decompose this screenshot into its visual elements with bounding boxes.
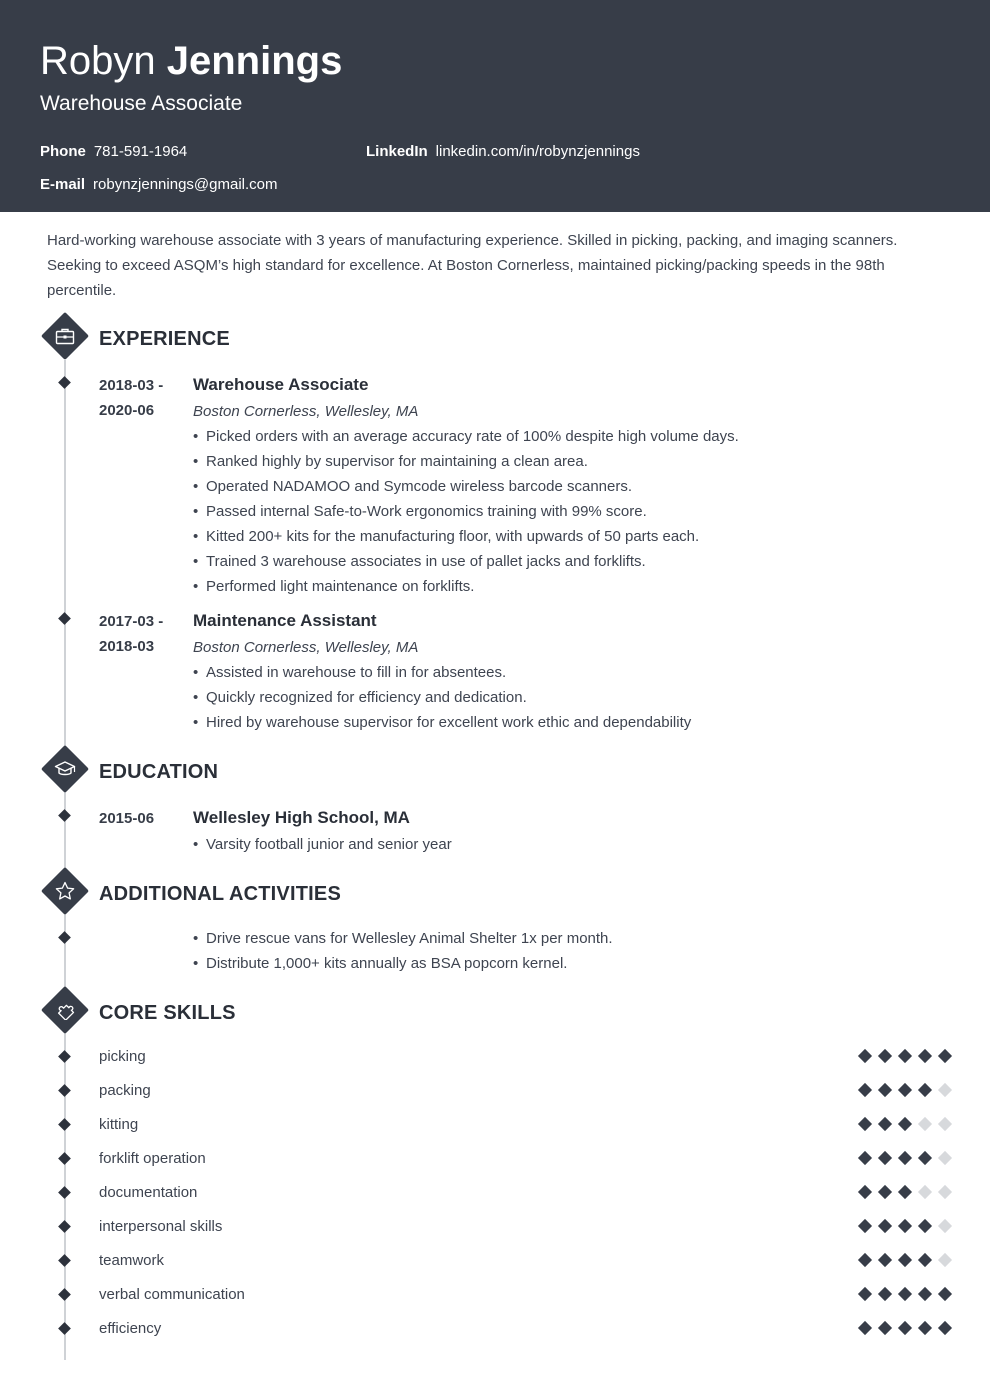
job-company: Boston Cornerless, Wellesley, MA: [193, 403, 419, 420]
list-item: • Quickly recognized for efficiency and dedication.: [193, 685, 691, 710]
phone-label: Phone: [40, 143, 86, 160]
job-date: [99, 609, 163, 659]
timeline-dot: [58, 1186, 71, 1199]
skill-rating: [858, 1083, 952, 1097]
rating-filled-icon: [898, 1185, 912, 1199]
rating-filled-icon: [878, 1049, 892, 1063]
job-date-end: 2020-06: [99, 402, 155, 419]
job-title: Warehouse Associate: [193, 375, 369, 394]
resume-header: [0, 0, 990, 212]
rating-filled-icon: [858, 1321, 872, 1335]
job-bullets: [193, 424, 739, 599]
rating-filled-icon: [878, 1185, 892, 1199]
rating-filled-icon: [918, 1287, 932, 1301]
rating-filled-icon: [858, 1287, 872, 1301]
linkedin-link[interactable]: linkedin.com/in/robynzjennings: [435, 143, 640, 160]
rating-filled-icon: [898, 1117, 912, 1131]
skill-rating: [858, 1287, 952, 1301]
list-item: • Passed internal Safe-to-Work ergonomics training with 99% score.: [193, 499, 739, 524]
job-date: [99, 373, 163, 423]
email-link[interactable]: robynzjennings@gmail.com: [93, 176, 278, 193]
school-name: Wellesley High School, MA: [193, 808, 410, 827]
timeline-dot: [58, 1050, 71, 1063]
contact-email: [40, 175, 278, 195]
rating-filled-icon: [918, 1321, 932, 1335]
rating-filled-icon: [898, 1049, 912, 1063]
rating-filled-icon: [918, 1083, 932, 1097]
skill-rating: [858, 1219, 952, 1233]
timeline-dot: [58, 1322, 71, 1335]
timeline-dot: [58, 1220, 71, 1233]
job-date-start: 2018-03 -: [99, 377, 164, 394]
rating-filled-icon: [858, 1083, 872, 1097]
job-title: Maintenance Assistant: [193, 611, 377, 630]
rating-empty-icon: [938, 1151, 952, 1165]
candidate-role: Warehouse Associate: [40, 92, 243, 115]
experience-heading: EXPERIENCE: [99, 328, 230, 350]
rating-filled-icon: [918, 1151, 932, 1165]
rating-filled-icon: [858, 1049, 872, 1063]
skill-rating: [858, 1117, 952, 1131]
rating-filled-icon: [878, 1117, 892, 1131]
skill-name: verbal communication: [99, 1286, 245, 1303]
timeline-dot: [58, 931, 71, 944]
rating-filled-icon: [878, 1151, 892, 1165]
rating-empty-icon: [938, 1253, 952, 1267]
first-name: Robyn: [40, 39, 156, 83]
rating-filled-icon: [898, 1219, 912, 1233]
rating-filled-icon: [878, 1287, 892, 1301]
puzzle-icon: [52, 997, 78, 1023]
job-date-end: 2018-03: [99, 638, 155, 655]
skill-rating: [858, 1049, 952, 1063]
rating-filled-icon: [938, 1321, 952, 1335]
phone-value: 781-591-1964: [93, 143, 188, 160]
job-date-start: 2017-03 -: [99, 613, 164, 630]
rating-empty-icon: [918, 1185, 932, 1199]
education-heading: EDUCATION: [99, 761, 219, 783]
rating-filled-icon: [938, 1049, 952, 1063]
rating-empty-icon: [938, 1185, 952, 1199]
rating-filled-icon: [938, 1287, 952, 1301]
rating-filled-icon: [898, 1287, 912, 1301]
last-name: Jennings: [166, 39, 343, 83]
list-item: • Assisted in warehouse to fill in for absentees.: [193, 660, 691, 685]
rating-filled-icon: [858, 1253, 872, 1267]
skill-name: interpersonal skills: [99, 1218, 223, 1235]
list-item: • Drive rescue vans for Wellesley Animal Shelter 1x per month.: [193, 926, 613, 951]
job-company: Boston Cornerless, Wellesley, MA: [193, 639, 419, 656]
education-date: 2015-06: [99, 810, 155, 827]
rating-filled-icon: [858, 1185, 872, 1199]
activities-bullets: [193, 926, 613, 976]
list-item: • Kitted 200+ kits for the manufacturing floor, with upwards of 50 parts each.: [193, 524, 739, 549]
skill-name: teamwork: [99, 1252, 165, 1269]
email-label: E-mail: [40, 176, 86, 193]
list-item: • Trained 3 warehouse associates in use of pallet jacks and forklifts.: [193, 549, 739, 574]
rating-filled-icon: [878, 1219, 892, 1233]
activities-heading: ADDITIONAL ACTIVITIES: [99, 883, 341, 905]
contact-phone: [40, 142, 187, 162]
rating-filled-icon: [858, 1117, 872, 1131]
timeline-dot: [58, 1254, 71, 1267]
rating-filled-icon: [918, 1219, 932, 1233]
rating-filled-icon: [878, 1253, 892, 1267]
rating-filled-icon: [918, 1253, 932, 1267]
list-item: • Distribute 1,000+ kits annually as BSA popcorn kernel.: [193, 951, 613, 976]
graduation-cap-icon: [52, 756, 78, 782]
profile-summary: Hard-working warehouse associate with 3 years of manufacturing experience. Skilled in picking, packing, and imaging scanners. Seeking to exceed ASQM’s high standard for excellence. At Boston Cornerless, maintained picking/packing speeds in the 98th percentile.: [47, 232, 898, 299]
rating-filled-icon: [898, 1253, 912, 1267]
skill-rating: [858, 1253, 952, 1267]
skill-name: efficiency: [99, 1320, 162, 1337]
rating-filled-icon: [878, 1321, 892, 1335]
skill-rating: [858, 1185, 952, 1199]
skill-name: picking: [99, 1048, 146, 1065]
rating-filled-icon: [858, 1219, 872, 1233]
timeline-dot: [58, 1118, 71, 1131]
rating-filled-icon: [858, 1151, 872, 1165]
timeline-dot: [58, 1084, 71, 1097]
linkedin-label: LinkedIn: [366, 143, 428, 160]
list-item: • Operated NADAMOO and Symcode wireless barcode scanners.: [193, 474, 739, 499]
skill-name: forklift operation: [99, 1150, 206, 1167]
timeline-dot: [58, 376, 71, 389]
skill-rating: [858, 1321, 952, 1335]
timeline-dot: [58, 1152, 71, 1165]
rating-empty-icon: [918, 1117, 932, 1131]
list-item: • Performed light maintenance on forklifts.: [193, 574, 739, 599]
skill-name: packing: [99, 1082, 151, 1099]
rating-empty-icon: [938, 1219, 952, 1233]
list-item: • Ranked highly by supervisor for maintaining a clean area.: [193, 449, 739, 474]
education-bullets: [193, 832, 452, 857]
timeline-dot: [58, 1288, 71, 1301]
list-item: • Picked orders with an average accuracy rate of 100% despite high volume days.: [193, 424, 739, 449]
rating-filled-icon: [898, 1151, 912, 1165]
job-bullets: [193, 660, 691, 735]
list-item: • Hired by warehouse supervisor for excellent work ethic and dependability: [193, 710, 691, 735]
timeline-line: [64, 360, 66, 1360]
timeline-dot: [58, 612, 71, 625]
skill-rating: [858, 1151, 952, 1165]
rating-empty-icon: [938, 1083, 952, 1097]
skill-name: kitting: [99, 1116, 139, 1133]
briefcase-icon: [52, 323, 78, 349]
star-icon: [52, 878, 78, 904]
rating-filled-icon: [878, 1083, 892, 1097]
contact-linkedin: [366, 142, 640, 162]
rating-filled-icon: [898, 1083, 912, 1097]
list-item: • Varsity football junior and senior year: [193, 832, 452, 857]
skill-name: documentation: [99, 1184, 198, 1201]
skills-heading: CORE SKILLS: [99, 1002, 236, 1024]
candidate-name: [40, 38, 342, 84]
timeline-dot: [58, 809, 71, 822]
rating-filled-icon: [918, 1049, 932, 1063]
rating-filled-icon: [898, 1321, 912, 1335]
rating-empty-icon: [938, 1117, 952, 1131]
